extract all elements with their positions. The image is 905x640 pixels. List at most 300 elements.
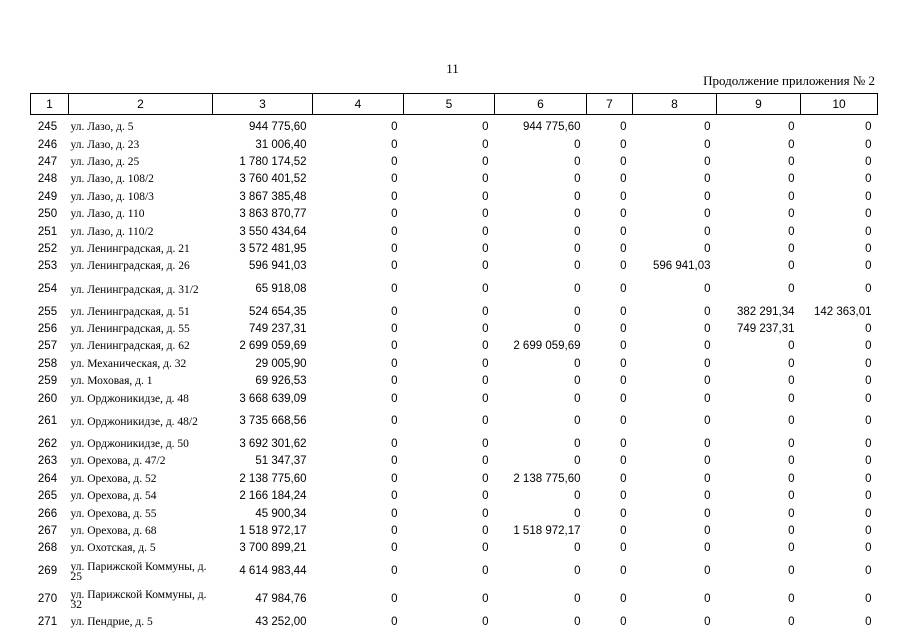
row-number: 260 [37,392,58,405]
value-cell: 3 668 639,09 [239,392,307,405]
column-header: 4 [313,94,404,115]
address-cell: ул. Пендрие, д. 5 [70,615,153,628]
row-number: 271 [37,615,58,628]
value-cell: 0 [704,392,711,405]
value-cell: 0 [574,225,581,238]
value-cell: 0 [482,138,489,151]
value-cell: 2 138 775,60 [239,472,307,485]
value-cell: 0 [788,438,795,451]
value-cell: 0 [865,593,872,606]
value-cell: 0 [788,283,795,296]
value-cell: 0 [620,208,627,221]
value-cell: 0 [391,472,398,485]
row-number: 247 [37,155,58,168]
value-cell: 0 [865,225,872,238]
value-cell: 0 [482,565,489,578]
value-cell: 0 [391,593,398,606]
value-cell: 3 700 899,21 [239,542,307,555]
value-cell: 0 [788,615,795,628]
value-cell: 0 [620,507,627,520]
column-header: 8 [633,94,717,115]
value-cell: 0 [620,542,627,555]
value-cell: 0 [482,155,489,168]
value-cell: 0 [620,225,627,238]
value-cell: 944 775,60 [522,121,581,134]
value-cell: 0 [788,357,795,370]
value-cell: 0 [620,173,627,186]
value-cell: 0 [704,242,711,255]
value-cell: 0 [391,615,398,628]
value-cell: 0 [788,121,795,134]
value-cell: 524 654,35 [248,305,307,318]
value-cell: 0 [865,392,872,405]
value-cell: 0 [482,472,489,485]
table-row [31,505,878,522]
address-cell: ул. Орджоникидзе, д. 48/2 [70,415,198,428]
value-cell: 0 [391,121,398,134]
value-cell: 0 [391,357,398,370]
table-row [31,171,878,188]
value-cell: 0 [620,340,627,353]
row-number: 245 [37,121,58,134]
value-cell: 0 [391,138,398,151]
value-cell: 0 [865,138,872,151]
value-cell: 0 [620,260,627,273]
value-cell: 0 [574,455,581,468]
value-cell: 0 [574,208,581,221]
table-row [31,558,878,586]
value-cell: 0 [788,490,795,503]
value-cell: 0 [391,455,398,468]
value-cell: 1 518 972,17 [513,525,581,537]
value-cell: 0 [574,138,581,151]
value-cell: 0 [865,472,872,485]
value-cell: 0 [865,121,872,134]
appendix-label: Продолжение приложения № 2 [703,73,875,88]
address-cell: ул. Орджоникидзе, д. 50 [70,438,189,451]
table-row [31,586,878,614]
value-cell: 0 [704,565,711,578]
value-cell: 3 572 481,95 [239,242,307,255]
value-cell: 0 [788,392,795,405]
value-cell: 749 237,31 [736,323,795,336]
table-row [31,223,878,240]
value-cell: 0 [391,173,398,186]
value-cell: 0 [574,392,581,405]
address-cell: ул. Орехова, д. 55 [70,507,157,520]
value-cell: 0 [482,190,489,203]
row-number: 265 [37,490,58,503]
value-cell: 0 [865,155,872,168]
address-cell: ул. Охотская, д. 5 [70,542,156,555]
address-cell: ул. Ленинградская, д. 31/2 [70,283,199,296]
value-cell: 0 [574,542,581,555]
table-row [31,390,878,407]
value-cell: 0 [704,138,711,151]
value-cell: 0 [620,490,627,503]
value-cell: 0 [391,260,398,273]
table-row [31,304,878,321]
value-cell: 0 [574,507,581,520]
address-cell: ул. Орехова, д. 52 [70,472,157,485]
value-cell: 0 [865,323,872,336]
value-cell: 0 [620,155,627,168]
column-header: 2 [69,94,213,115]
value-cell: 4 614 983,44 [239,565,307,578]
value-cell: 0 [391,375,398,388]
value-cell: 3 867 385,48 [239,190,307,203]
value-cell: 0 [391,225,398,238]
value-cell: 0 [482,542,489,555]
value-cell: 0 [482,438,489,451]
row-number: 251 [37,225,58,238]
value-cell: 29 005,90 [255,357,307,370]
address-cell: ул. Лазо, д. 25 [70,155,140,168]
value-cell: 0 [704,455,711,468]
table-row [31,276,878,304]
row-number: 268 [37,542,58,555]
row-number: 255 [37,305,58,318]
value-cell: 0 [788,138,795,151]
value-cell: 0 [620,392,627,405]
value-cell: 596 941,03 [652,260,711,273]
value-cell: 0 [574,260,581,273]
value-cell: 596 941,03 [248,260,307,273]
value-cell: 0 [391,542,398,555]
value-cell: 0 [704,173,711,186]
value-cell: 0 [788,565,795,578]
address-cell: ул. Механическая, д. 32 [70,357,187,370]
value-cell: 2 166 184,24 [239,490,307,503]
value-cell: 3 735 668,56 [239,415,307,428]
value-cell: 0 [482,225,489,238]
value-cell: 0 [788,155,795,168]
row-number: 263 [37,455,58,468]
value-cell: 0 [788,225,795,238]
value-cell: 0 [574,565,581,578]
address-cell: ул. Орехова, д. 47/2 [70,455,166,468]
value-cell: 0 [704,323,711,336]
value-cell: 0 [704,190,711,203]
value-cell: 0 [704,615,711,628]
value-cell: 0 [704,208,711,221]
table-row [31,115,878,137]
value-cell: 0 [391,565,398,578]
value-cell: 0 [482,490,489,503]
table-row [31,338,878,355]
value-cell: 0 [788,208,795,221]
value-cell: 0 [788,260,795,273]
table-row [31,453,878,470]
value-cell: 51 347,37 [255,455,307,468]
value-cell: 0 [865,375,872,388]
value-cell: 0 [391,490,398,503]
table-row [31,189,878,206]
value-cell: 0 [788,190,795,203]
address-cell: ул. Орджоникидзе, д. 48 [70,392,189,405]
value-cell: 65 918,08 [255,283,307,296]
table-row [31,258,878,275]
value-cell: 0 [704,305,711,318]
table-row [31,321,878,338]
value-cell: 2 138 775,60 [513,472,581,485]
row-number: 266 [37,507,58,520]
row-number: 269 [37,565,58,578]
value-cell: 0 [865,340,872,353]
value-cell: 3 760 401,52 [239,173,307,186]
address-cell: ул. Орехова, д. 68 [70,525,157,537]
value-cell: 0 [620,323,627,336]
value-cell: 0 [482,357,489,370]
value-cell: 944 775,60 [248,121,307,134]
value-cell: 0 [704,542,711,555]
value-cell: 0 [482,507,489,520]
value-cell: 0 [482,323,489,336]
table-row [31,136,878,153]
value-cell: 31 006,40 [255,138,307,151]
value-cell: 0 [482,242,489,255]
value-cell: 0 [865,260,872,273]
value-cell: 0 [620,565,627,578]
value-cell: 0 [482,173,489,186]
value-cell: 0 [788,472,795,485]
column-header: 7 [587,94,633,115]
value-cell: 0 [391,507,398,520]
value-cell: 0 [865,615,872,628]
address-cell: ул. Ленинградская, д. 55 [70,323,190,336]
value-cell: 0 [574,415,581,428]
value-cell: 47 984,76 [255,593,307,606]
value-cell: 0 [391,525,398,537]
value-cell: 69 926,53 [255,375,307,388]
value-cell: 0 [482,593,489,606]
row-number: 258 [37,357,58,370]
table-row [31,154,878,171]
column-header: 6 [495,94,587,115]
address-cell: ул. Лазо, д. 110 [70,208,145,221]
value-cell: 0 [482,392,489,405]
value-cell: 1 780 174,52 [239,155,307,168]
value-cell: 0 [574,490,581,503]
value-cell: 0 [865,357,872,370]
value-cell: 0 [704,472,711,485]
value-cell: 0 [482,525,489,537]
value-cell: 0 [865,455,872,468]
table-row [31,206,878,223]
value-cell: 0 [482,208,489,221]
value-cell: 0 [482,305,489,318]
value-cell: 0 [865,283,872,296]
value-cell: 0 [620,438,627,451]
address-cell: ул. Лазо, д. 23 [70,138,140,151]
value-cell: 0 [574,375,581,388]
address-cell: ул. Ленинградская, д. 21 [70,242,190,255]
value-cell: 0 [620,283,627,296]
value-cell: 45 900,34 [255,507,307,520]
value-cell: 0 [391,415,398,428]
value-cell: 0 [704,490,711,503]
value-cell: 0 [788,542,795,555]
row-number: 261 [37,415,58,428]
table-row [31,523,878,540]
value-cell: 0 [865,173,872,186]
value-cell: 0 [574,283,581,296]
value-cell: 0 [391,190,398,203]
value-cell: 0 [482,375,489,388]
value-cell: 0 [482,455,489,468]
value-cell: 0 [704,357,711,370]
value-cell: 0 [704,340,711,353]
value-cell: 0 [865,565,872,578]
value-cell: 0 [574,173,581,186]
row-number: 254 [37,283,58,296]
value-cell: 0 [574,190,581,203]
row-number: 257 [37,340,58,353]
value-cell: 0 [788,340,795,353]
value-cell: 0 [482,340,489,353]
page-number: 11 [446,61,459,76]
value-cell: 0 [391,242,398,255]
value-cell: 0 [788,375,795,388]
value-cell: 3 692 301,62 [239,438,307,451]
value-cell: 0 [391,208,398,221]
value-cell: 0 [574,305,581,318]
column-header: 5 [404,94,495,115]
table-row [31,241,878,258]
value-cell: 0 [574,323,581,336]
value-cell: 0 [574,155,581,168]
value-cell: 0 [788,173,795,186]
value-cell: 0 [704,593,711,606]
value-cell: 0 [620,593,627,606]
value-cell: 0 [788,242,795,255]
address-cell: ул. Лазо, д. 108/3 [70,190,154,203]
value-cell: 0 [704,438,711,451]
value-cell: 0 [865,438,872,451]
table-header [31,94,878,115]
header-row [31,94,878,115]
value-cell: 0 [704,155,711,168]
value-cell: 0 [865,490,872,503]
table-row [31,488,878,505]
value-cell: 0 [788,507,795,520]
table-row [31,408,878,436]
value-cell: 0 [620,615,627,628]
value-cell: 0 [574,242,581,255]
value-cell: 0 [391,438,398,451]
row-number: 246 [37,138,58,151]
value-cell: 0 [620,525,627,537]
address-cell: ул. Ленинградская, д. 51 [70,305,190,318]
value-cell: 0 [391,155,398,168]
value-cell: 0 [482,615,489,628]
value-cell: 0 [865,208,872,221]
value-cell: 0 [482,283,489,296]
address-cell: ул. Ленинградская, д. 62 [70,340,190,353]
data-table [30,93,878,631]
value-cell: 0 [704,415,711,428]
table-row [31,540,878,557]
value-cell: 0 [620,415,627,428]
value-cell: 382 291,34 [736,305,795,318]
row-number: 256 [37,323,58,336]
row-number: 259 [37,375,58,388]
value-cell: 0 [788,415,795,428]
row-number: 267 [37,525,58,537]
value-cell: 0 [620,357,627,370]
value-cell: 0 [865,190,872,203]
value-cell: 0 [574,593,581,606]
value-cell: 0 [620,472,627,485]
value-cell: 1 518 972,17 [239,525,307,537]
value-cell: 0 [482,415,489,428]
value-cell: 0 [704,283,711,296]
value-cell: 43 252,00 [255,615,307,628]
value-cell: 0 [865,542,872,555]
value-cell: 2 699 059,69 [513,340,581,353]
value-cell: 0 [391,283,398,296]
value-cell: 0 [704,375,711,388]
value-cell: 0 [865,242,872,255]
value-cell: 0 [620,375,627,388]
value-cell: 0 [391,323,398,336]
address-cell: ул. Моховая, д. 1 [70,375,153,388]
value-cell: 0 [865,525,872,537]
value-cell: 0 [574,615,581,628]
table-row [31,436,878,453]
row-number: 252 [37,242,58,255]
address-cell: ул. Лазо, д. 5 [70,121,134,134]
value-cell: 0 [391,340,398,353]
address-cell: ул. Парижской Коммуны, д. 32 [70,588,207,611]
value-cell: 0 [620,138,627,151]
table-row [31,614,878,631]
column-header: 1 [31,94,69,115]
row-number: 250 [37,208,58,221]
value-cell: 0 [482,121,489,134]
value-cell: 0 [788,455,795,468]
row-number: 270 [37,593,58,606]
address-cell: ул. Орехова, д. 54 [70,490,157,503]
value-cell: 3 863 870,77 [239,208,307,221]
address-cell: ул. Лазо, д. 108/2 [70,173,154,186]
row-number: 248 [37,173,58,186]
address-cell: ул. Ленинградская, д. 26 [70,260,190,273]
address-cell: ул. Лазо, д. 110/2 [70,225,154,238]
value-cell: 0 [704,507,711,520]
value-cell: 0 [788,593,795,606]
row-number: 264 [37,472,58,485]
value-cell: 0 [704,121,711,134]
value-cell: 0 [865,415,872,428]
value-cell: 749 237,31 [248,323,307,336]
value-cell: 0 [574,357,581,370]
value-cell: 0 [704,525,711,537]
value-cell: 0 [620,190,627,203]
value-cell: 0 [391,392,398,405]
value-cell: 0 [482,260,489,273]
value-cell: 0 [620,121,627,134]
row-number: 253 [37,260,58,273]
value-cell: 0 [620,455,627,468]
value-cell: 0 [865,507,872,520]
value-cell: 0 [704,225,711,238]
table-row [31,471,878,488]
value-cell: 0 [574,438,581,451]
value-cell: 142 363,01 [813,305,872,318]
row-number: 262 [37,438,58,451]
table-body [31,115,878,631]
